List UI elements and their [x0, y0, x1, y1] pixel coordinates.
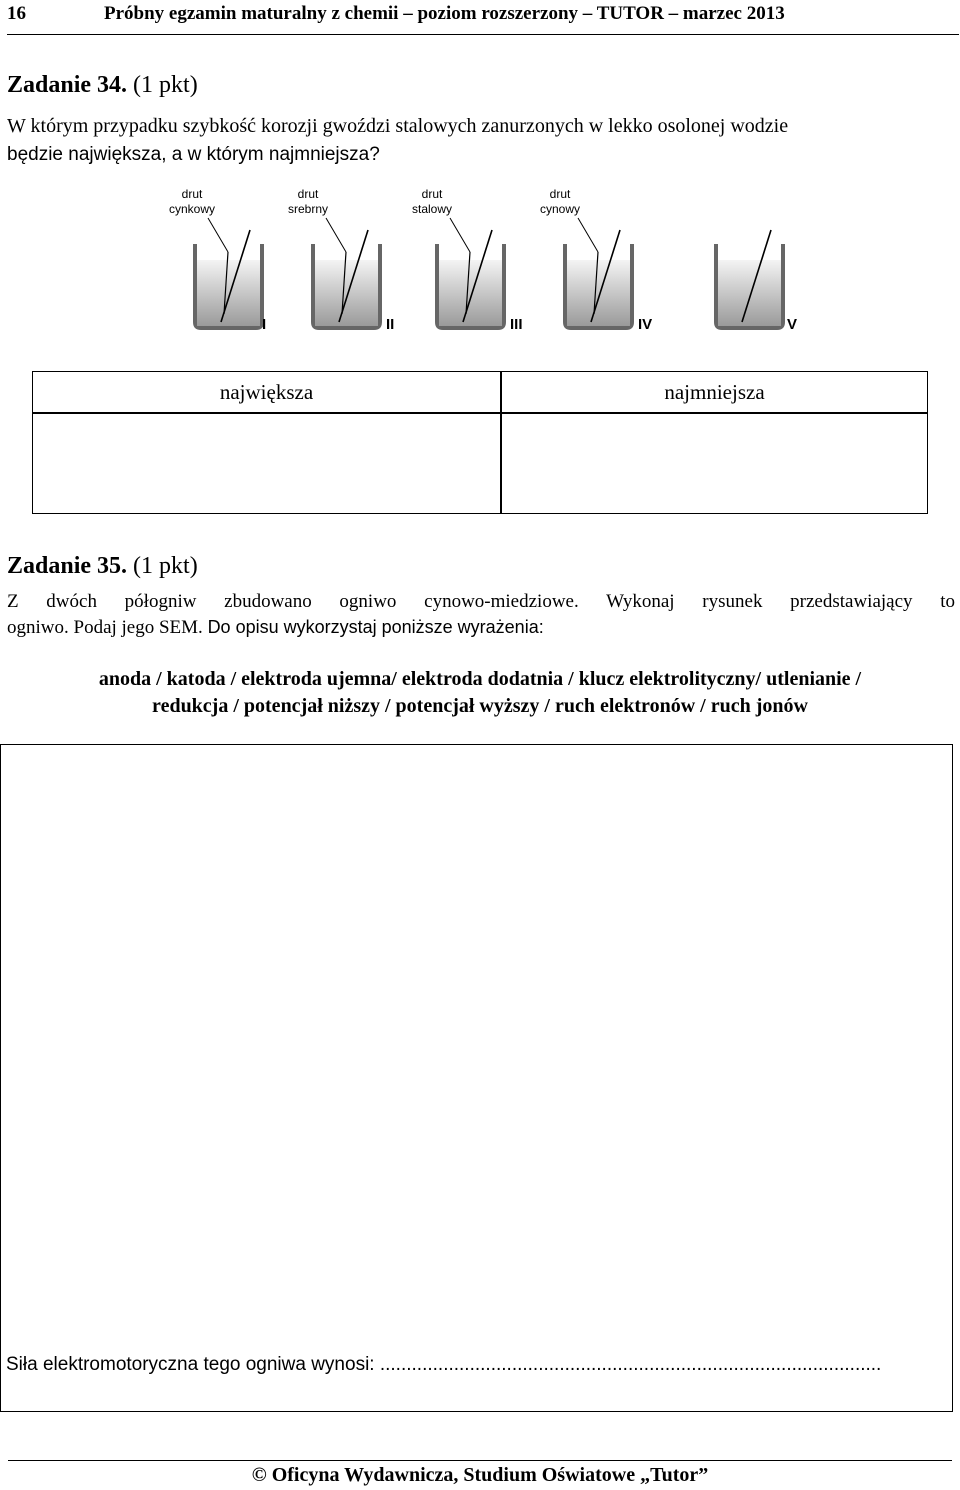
task-35-text-line2-a: ogniwo. Podaj jego SEM. — [7, 617, 203, 638]
terms-list — [20, 666, 940, 720]
beaker-label-1: I — [262, 316, 267, 333]
beaker-4 — [565, 230, 632, 328]
task-34-question-line1: W którym przypadku szybkość korozji gwoździ stalowych zanurzonych w lekko osolonej wodzie — [7, 115, 789, 137]
page-number: 16 — [7, 3, 26, 24]
task-35-title — [7, 553, 198, 580]
wire-label-tin-line2: cynowy — [539, 202, 581, 216]
answer-table — [32, 371, 928, 514]
task-35-points: (1 pkt) — [133, 553, 198, 579]
beaker-3 — [437, 230, 504, 328]
header-smallest: najmniejsza — [664, 380, 765, 404]
header-title: Próbny egzamin maturalny z chemii – poziom rozszerzony – TUTOR – marzec 2013 — [104, 3, 785, 24]
drawing-answer-box[interactable] — [0, 744, 953, 1412]
beaker-1 — [195, 230, 262, 328]
task-35-label: Zadanie 35. — [7, 553, 128, 579]
wire-label-silver — [288, 187, 328, 216]
terms-line2: redukcja / potencjał niższy / potencjał wyższy / ruch elektronów / ruch jonów — [152, 695, 808, 717]
beaker-label-3: III — [510, 316, 523, 333]
beaker-2 — [313, 230, 380, 328]
wire-label-tin — [540, 187, 580, 216]
table-header-divider — [33, 412, 927, 414]
label-pointers — [208, 218, 598, 252]
beaker-label-5: V — [787, 316, 798, 333]
footer-divider — [8, 1460, 952, 1461]
wire-label-zinc-line1: drut — [181, 187, 203, 201]
beaker-label-2: II — [386, 316, 395, 333]
footer-text: © Oficyna Wydawnicza, Studium Oświatowe „Tutor” — [251, 1464, 709, 1486]
wire-label-steel — [412, 187, 452, 216]
task-35-text-line1: Z dwóch półogniw zbudowano ogniwo cynowo-miedziowe. Wykonaj rysunek przedstawiający to — [7, 591, 955, 612]
beaker-5 — [716, 230, 783, 328]
task-34-points: (1 pkt) — [133, 72, 198, 98]
wire-label-tin-line1: drut — [549, 187, 571, 201]
beaker-label-4: IV — [638, 316, 653, 333]
header-largest: największa — [219, 380, 314, 404]
wire-label-steel-line2: stalowy — [411, 202, 453, 216]
wire-label-silver-line1: drut — [297, 187, 319, 201]
terms-line1: anoda / katoda / elektroda ujemna/ elektroda dodatnia / klucz elektrolityczny/ utlenianie / — [98, 668, 862, 690]
beakers-figure — [150, 182, 830, 342]
task-34-question-line2: będzie największa, a w którym najmniejsza? — [7, 144, 380, 165]
task-34-label: Zadanie 34. — [7, 72, 128, 98]
sem-prompt: Siła elektromotoryczna tego ogniwa wynosi: ............................................................................................... — [6, 1354, 882, 1375]
wire-label-steel-line1: drut — [421, 187, 443, 201]
task-35-text-line2 — [7, 614, 955, 641]
wire-label-silver-line2: srebrny — [287, 202, 329, 216]
page-header — [7, 0, 959, 35]
wire-label-zinc — [169, 187, 215, 216]
task-34-title — [7, 72, 198, 99]
task-35-text-line2-b: Do opisu wykorzystaj poniższe wyrażenia: — [207, 617, 544, 637]
wire-label-zinc-line2: cynkowy — [168, 202, 216, 216]
